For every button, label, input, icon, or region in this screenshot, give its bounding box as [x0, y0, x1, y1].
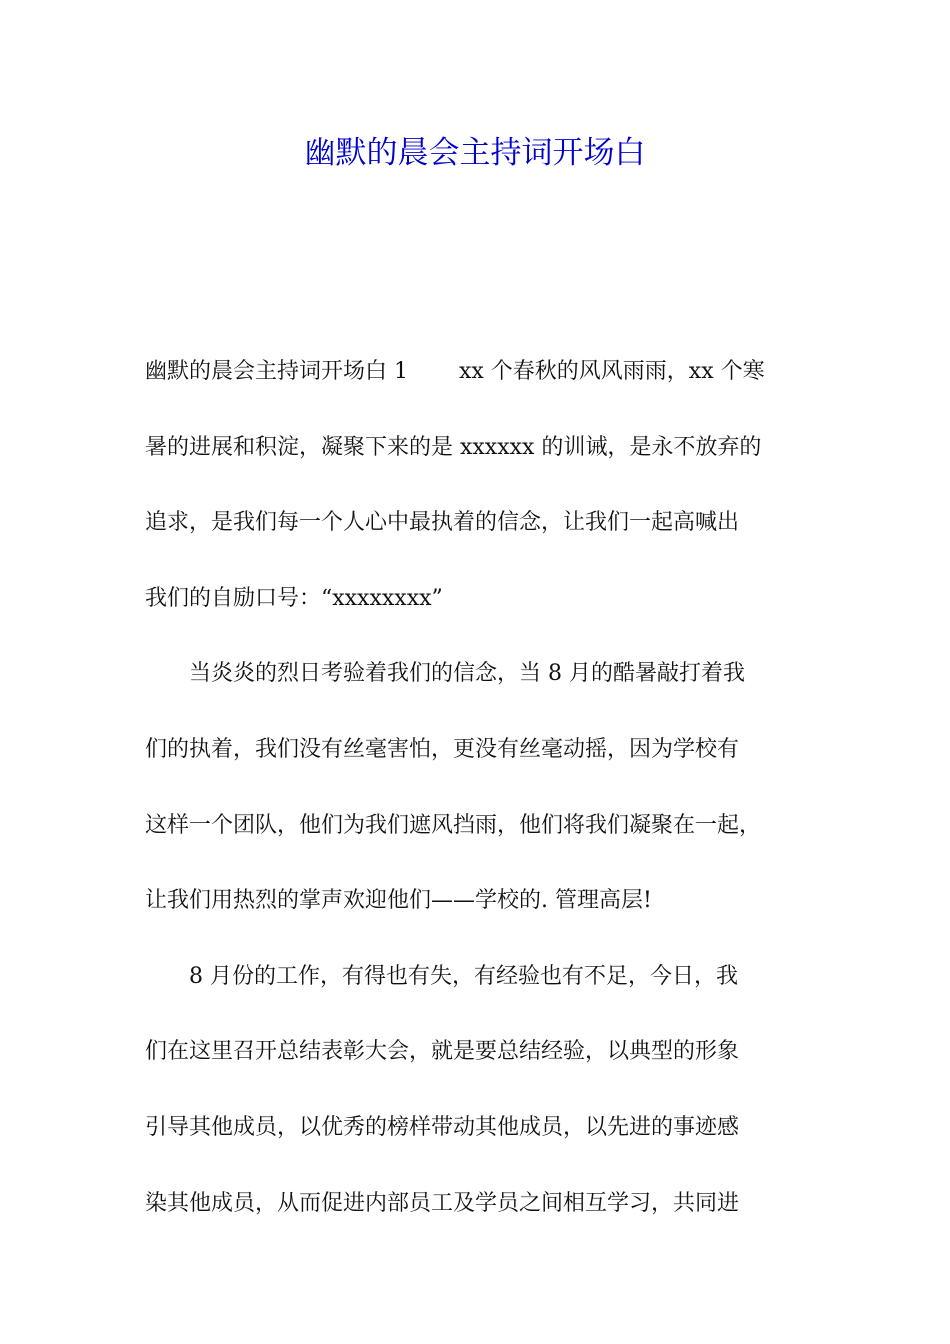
paragraph-2	[145, 636, 810, 938]
paragraph-line: 们的执着，我们没有丝毫害怕，更没有丝毫动摇，因为学校有	[145, 736, 740, 762]
paragraph-line: 染其他成员，从而促进内部员工及学员之间相互学习，共同进	[145, 1190, 740, 1216]
paragraph-line: 暑的进展和积淀，凝聚下来的是 xxxxxx 的训诫，是永不放弃的	[145, 434, 762, 460]
paragraph-line: 追求，是我们每一个人心中最执着的信念，让我们一起高喊出	[145, 510, 740, 536]
paragraph-3	[145, 939, 810, 1241]
paragraph-line: 这样一个团队，他们为我们遮风挡雨，他们将我们凝聚在一起，	[145, 812, 762, 838]
paragraph-line: 当炎炎的烈日考验着我们的信念，当 8 月的酷暑敲打着我	[189, 661, 745, 687]
paragraph-1	[145, 334, 810, 636]
document-body	[145, 334, 810, 1241]
paragraph-line: 们在这里召开总结表彰大会，就是要总结经验，以典型的形象	[145, 1039, 740, 1065]
paragraph-line: 我们的自励口号：“xxxxxxxx”	[145, 585, 443, 611]
paragraph-line: 引导其他成员，以优秀的榜样带动其他成员，以先进的事迹感	[145, 1114, 740, 1140]
paragraph-line: 幽默的晨会主持词开场白 1 xx 个春秋的风风雨雨，xx 个寒	[145, 359, 765, 384]
paragraph-line: 让我们用热烈的掌声欢迎他们——学校的. 管理高层!	[145, 888, 652, 914]
document-title: 幽默的晨会主持词开场白	[304, 135, 646, 171]
paragraph-line: 8 月份的工作，有得也有失，有经验也有不足，今日，我	[189, 963, 738, 989]
